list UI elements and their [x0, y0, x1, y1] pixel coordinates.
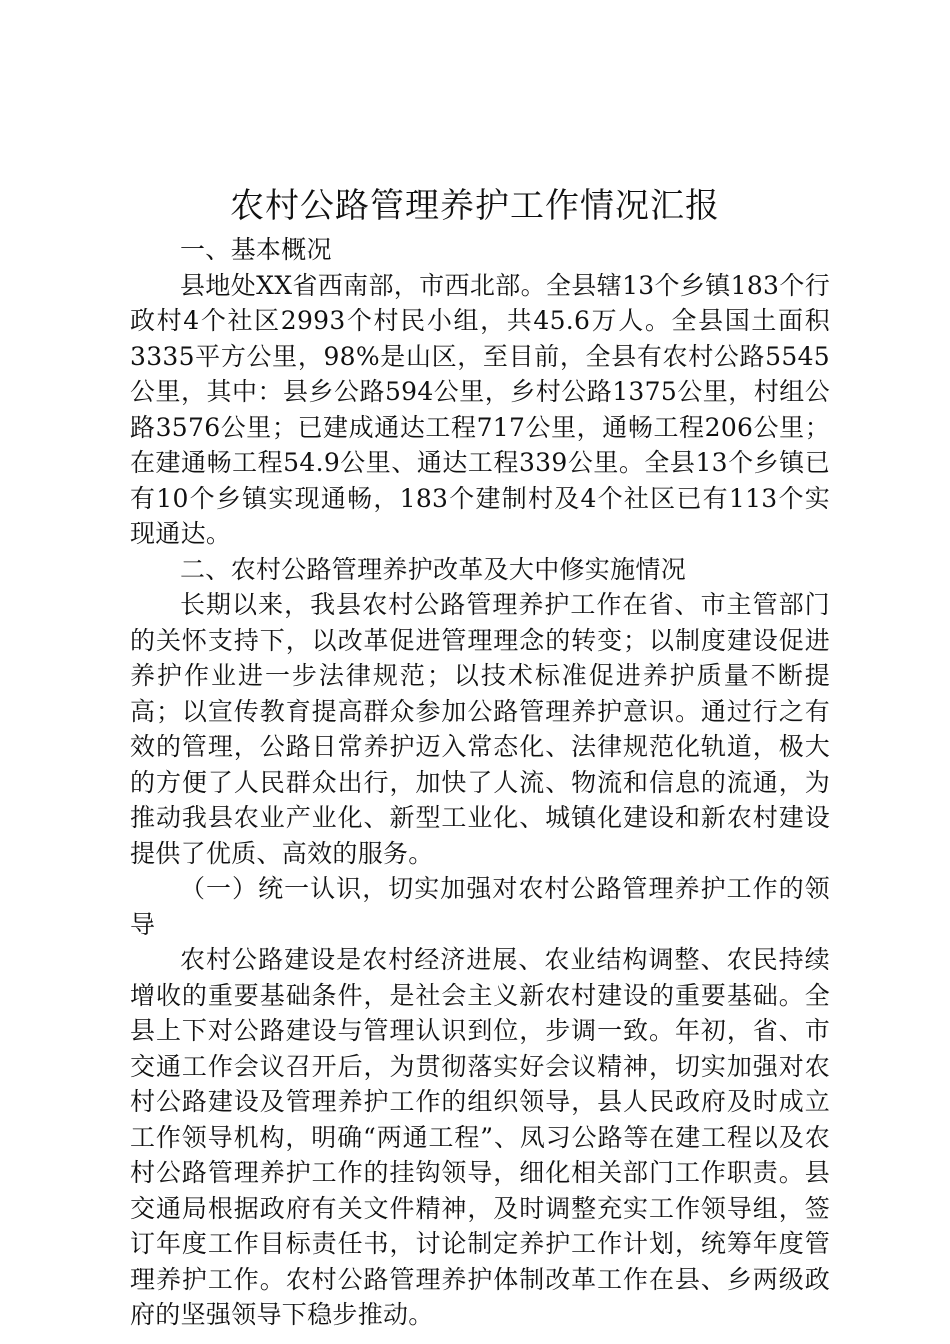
- subsection-heading-leadership: （一）统一认识，切实加强对农村公路管理养护工作的领导: [130, 874, 830, 939]
- paragraph-leadership: 农村公路建设是农村经济进展、农业结构调整、农民持续增收的重要基础条件，是社会主义新农村建设的重要基础。全县上下对公路建设与管理认识到位，步调一致。年初，省、市交通工作会议召开后，为贯彻落实好会议精神，切实加强对农村公路建设及管理养护工作的组织领导，县人民政府及时成立工作领导机构，明确“两通工程”、凤习公路等在建工程以及农村公路管理养护工作的挂钩领导，细化相关部门工作职责。县交通局根据政府有关文件精神，及时调整充实工作领导组，签订年度工作目标责任书，讨论制定养护工作计划，统筹年度管理养护工作。农村公路管理养护体制改革工作在县、乡两级政府的坚强领导下稳步推动。: [130, 945, 830, 1329]
- document-body: [130, 232, 830, 1333]
- section-heading-basic-overview: 一、基本概况: [180, 235, 332, 264]
- section-heading-reform: 二、农村公路管理养护改革及大中修实施情况: [180, 554, 687, 584]
- paragraph-overview: 县地处XX省西南部，市西北部。全县辖13个乡镇183个行政村4个社区2993个村民小组，共45.6万人。全县国土面积3335平方公里，98%是山区，至目前，全县有农村公路5545公里，其中：县乡公路594公里，乡村公路1375公里，村组公路3576公里；已建成通达工程717公里，通畅工程206公里；在建通畅工程54.9公里、通达工程339公里。全县13个乡镇已有10个乡镇实现通畅，183个建制村及4个社区已有113个实现通达。: [130, 270, 830, 548]
- paragraph-reform: 长期以来，我县农村公路管理养护工作在省、市主管部门的关怀支持下，以改革促进管理理念的转变；以制度建设促进养护作业进一步法律规范；以技术标准促进养护质量不断提高；以宣传教育提高群众参加公路管理养护意识。通过行之有效的管理，公路日常养护迈入常态化、法律规范化轨道，极大的方便了人民群众出行，加快了人流、物流和信息的流通，为推动我县农业产业化、新型工业化、城镇化建设和新农村建设提供了优质、高效的服务。: [130, 590, 830, 868]
- document-title: 农村公路管理养护工作情况汇报: [230, 186, 720, 226]
